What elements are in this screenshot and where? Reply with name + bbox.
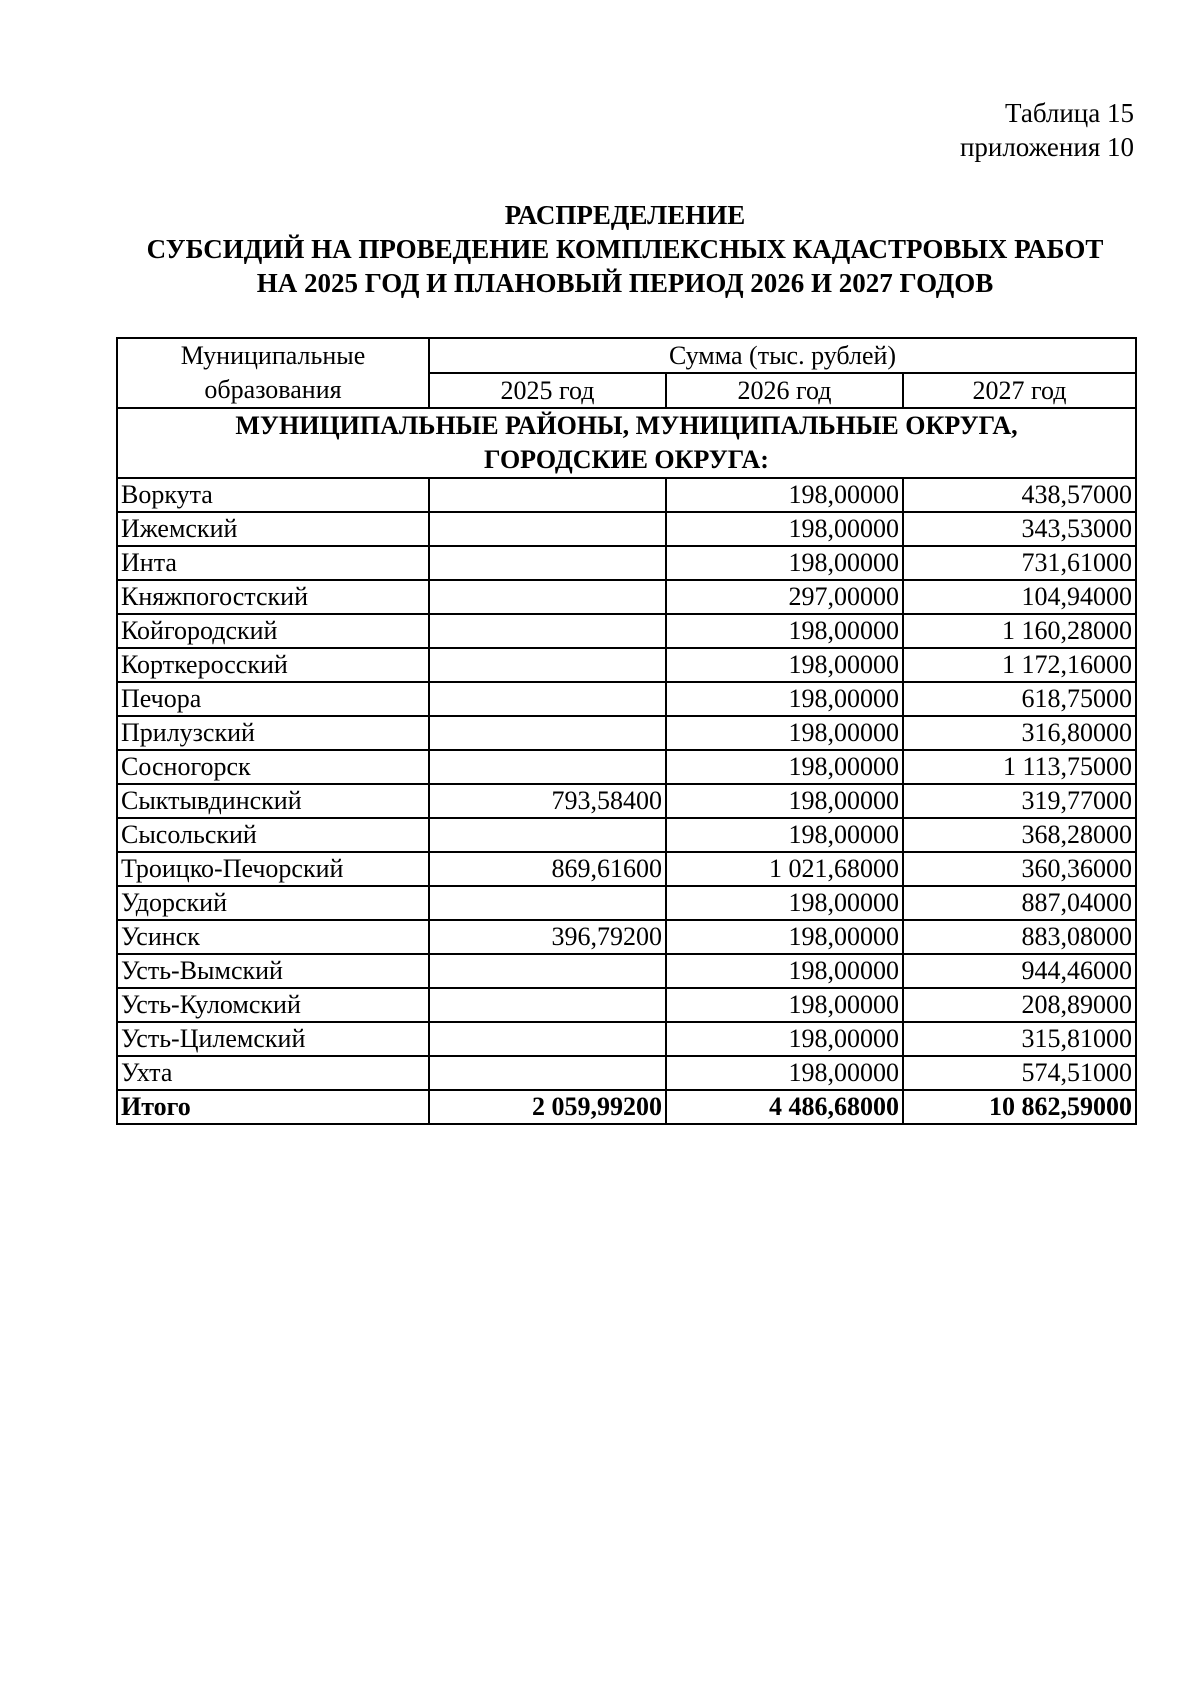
section-title-line-1: МУНИЦИПАЛЬНЫЕ РАЙОНЫ, МУНИЦИПАЛЬНЫЕ ОКРУГА, [235,411,1018,440]
value-2027: 883,08000 [903,920,1136,954]
table-row [117,818,1136,852]
municipality-name: Инта [117,546,429,580]
value-2026: 198,00000 [666,954,903,988]
value-2026: 198,00000 [666,1022,903,1056]
title-line-3: НА 2025 ГОД И ПЛАНОВЫЙ ПЕРИОД 2026 И 2027 ГОДОВ [256,268,994,298]
value-2026: 198,00000 [666,988,903,1022]
value-2027: 438,57000 [903,478,1136,512]
table-row [117,1022,1136,1056]
municipality-name: Сысольский [117,818,429,852]
municipality-name: Троицко-Печорский [117,852,429,886]
value-2025 [429,682,666,716]
value-2027: 343,53000 [903,512,1136,546]
title-line-1: РАСПРЕДЕЛЕНИЕ [504,200,746,230]
value-2025: 869,61600 [429,852,666,886]
sum-header: Сумма (тыс. рублей) [429,338,1136,373]
appendix-number: приложения 10 [959,132,1134,162]
value-2027: 1 172,16000 [903,648,1136,682]
section-row [117,408,1136,478]
table-row [117,886,1136,920]
value-2025: 793,58400 [429,784,666,818]
value-2026: 198,00000 [666,716,903,750]
value-2027: 316,80000 [903,716,1136,750]
table-row [117,988,1136,1022]
value-2026: 198,00000 [666,818,903,852]
value-2027: 368,28000 [903,818,1136,852]
table-row [117,954,1136,988]
value-2026: 198,00000 [666,614,903,648]
municipality-name: Усть-Вымский [117,954,429,988]
title-line-2: СУБСИДИЙ НА ПРОВЕДЕНИЕ КОМПЛЕКСНЫХ КАДАСТРОВЫХ РАБОТ [146,234,1104,264]
table-row [117,784,1136,818]
table-row [117,1056,1136,1090]
value-2025 [429,750,666,784]
value-2025 [429,648,666,682]
year-header-2026: 2026 год [666,373,903,408]
value-2025 [429,1022,666,1056]
table-row [117,614,1136,648]
value-2025 [429,954,666,988]
table-row [117,546,1136,580]
value-2026: 1 021,68000 [666,852,903,886]
section-title-line-2: ГОРОДСКИЕ ОКРУГА: [484,445,769,474]
table-row [117,682,1136,716]
municipality-name: Ухта [117,1056,429,1090]
value-2025 [429,1056,666,1090]
table-body [117,408,1136,1124]
value-2026: 198,00000 [666,750,903,784]
value-2027: 574,51000 [903,1056,1136,1090]
table-row [117,750,1136,784]
table-row [117,716,1136,750]
municipality-name: Сыктывдинский [117,784,429,818]
value-2027: 319,77000 [903,784,1136,818]
value-2027: 315,81000 [903,1022,1136,1056]
municipality-name: Сосногорск [117,750,429,784]
value-2025: 396,79200 [429,920,666,954]
value-2027: 944,46000 [903,954,1136,988]
year-header-2025: 2025 год [429,373,666,408]
total-2026: 4 486,68000 [666,1090,903,1124]
value-2027: 731,61000 [903,546,1136,580]
table-row [117,852,1136,886]
value-2027: 618,75000 [903,682,1136,716]
municipality-name: Усинск [117,920,429,954]
table-row [117,478,1136,512]
table-row [117,920,1136,954]
value-2026: 198,00000 [666,784,903,818]
value-2027: 887,04000 [903,886,1136,920]
municipal-header-line-2: образования [204,375,342,404]
value-2027: 360,36000 [903,852,1136,886]
value-2026: 198,00000 [666,512,903,546]
value-2025 [429,988,666,1022]
municipality-name: Ижемский [117,512,429,546]
value-2026: 198,00000 [666,648,903,682]
value-2025 [429,614,666,648]
value-2027: 104,94000 [903,580,1136,614]
header-row-1 [117,338,1136,373]
table-row [117,648,1136,682]
municipality-name: Усть-Куломский [117,988,429,1022]
value-2026: 198,00000 [666,682,903,716]
value-2026: 198,00000 [666,1056,903,1090]
value-2026: 198,00000 [666,478,903,512]
value-2025 [429,580,666,614]
municipality-name: Удорский [117,886,429,920]
municipal-header [117,338,429,408]
table-row [117,512,1136,546]
municipal-header-line-1: Муниципальные [180,341,366,370]
total-2025: 2 059,99200 [429,1090,666,1124]
municipality-name: Прилузский [117,716,429,750]
municipality-name: Койгородский [117,614,429,648]
value-2025 [429,818,666,852]
value-2027: 208,89000 [903,988,1136,1022]
municipality-name: Печора [117,682,429,716]
value-2026: 198,00000 [666,920,903,954]
total-label: Итого [117,1090,429,1124]
value-2025 [429,478,666,512]
municipality-name: Воркута [117,478,429,512]
distribution-table [116,337,1137,1125]
value-2025 [429,512,666,546]
value-2026: 297,00000 [666,580,903,614]
value-2026: 198,00000 [666,546,903,580]
year-header-2027: 2027 год [903,373,1136,408]
table-row [117,580,1136,614]
section-title [117,408,1136,478]
total-2027: 10 862,59000 [903,1090,1136,1124]
document-title [0,198,1200,300]
table-reference [960,96,1134,164]
table-number: Таблица 15 [1005,98,1134,128]
value-2026: 198,00000 [666,886,903,920]
value-2025 [429,546,666,580]
value-2027: 1 113,75000 [903,750,1136,784]
municipality-name: Корткеросский [117,648,429,682]
value-2025 [429,716,666,750]
value-2025 [429,886,666,920]
total-row [117,1090,1136,1124]
municipality-name: Усть-Цилемский [117,1022,429,1056]
municipality-name: Княжпогостский [117,580,429,614]
value-2027: 1 160,28000 [903,614,1136,648]
